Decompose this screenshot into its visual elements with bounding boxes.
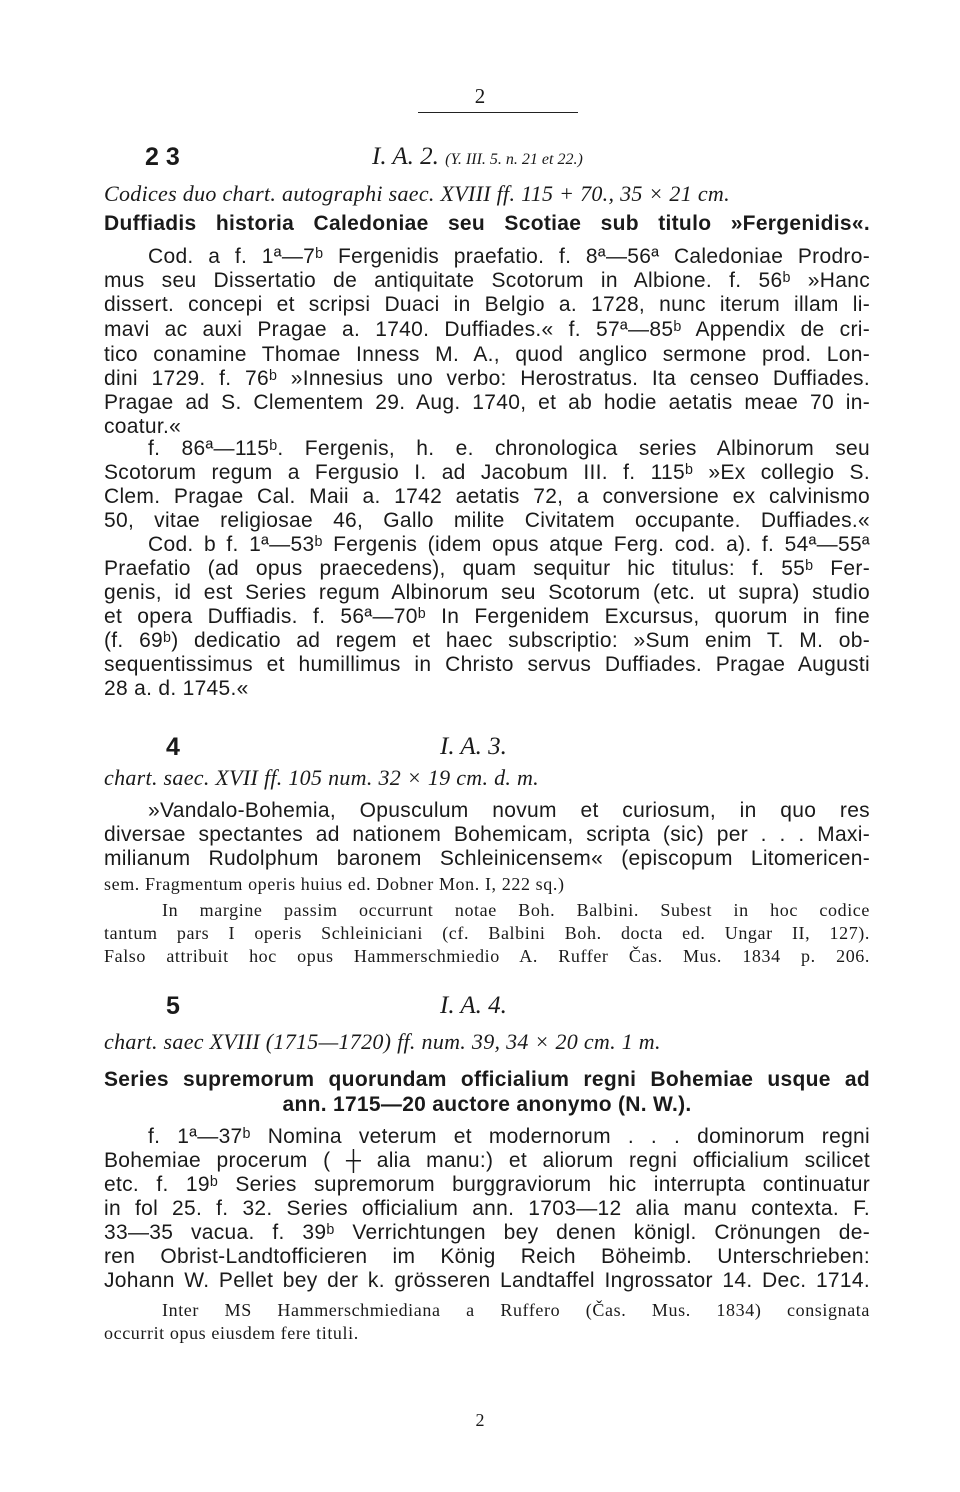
entry-number: 5: [166, 992, 180, 1020]
signature-note: (Y. III. 5. n. 21 et 22.): [445, 151, 583, 168]
entry-number: 4: [166, 733, 180, 761]
entry-line: etc. f. 19ᵇ Series supremorum burggraviorum hic interrupta continuatur: [104, 1173, 870, 1196]
entry-line: et opera Duffiadis. f. 56ª—70ᵇ In Fergenidem Excursus, quorum in fine: [104, 605, 870, 628]
entry-line: coatur.«: [104, 415, 182, 438]
entry-line: Pragae ad S. Clementem 29. Aug. 1740, et ab hodie aetatis meae 70 in-: [104, 391, 870, 414]
entry-line: diversae spectantes ad nationem Bohemicam, scripta (sic) per . . . Maxi-: [104, 823, 870, 846]
entry-line: dissert. concepi et scripsi Duaci in Belgio a. 1728, nunc iterum illam li-: [104, 293, 870, 316]
entry-line: Scotorum regum a Fergusio I. ad Jacobum III. f. 115ᵇ »Ex collegio S.: [104, 461, 870, 484]
entry-line: 33—35 vacua. f. 39ᵇ Verrichtungen bey denen königl. Crönungen de-: [104, 1221, 870, 1244]
entry-line: (f. 69ᵇ) dedicatio ad regem et haec subscriptio: »Sum enim T. M. ob-: [104, 629, 870, 652]
entry-line: occurrit opus eiusdem fere tituli.: [104, 1323, 359, 1343]
entry-line: Series supremorum quorundam officialium regni Bohemiae usque ad: [104, 1068, 870, 1091]
entry-line: Cod. a f. 1ª—7ᵇ Fergenidis praefatio. f. 8ª—56ª Caledoniae Prodro-: [148, 245, 870, 268]
entry-line: milianum Rudolphum baronem Schleinicensem« (episcopum Litomericen-: [104, 847, 870, 870]
header-rule: [418, 112, 578, 113]
entry-line: tico conamine Thomae Inness M. A., quod anglico sermone prod. Lon-: [104, 343, 870, 366]
entry-line: f. 1ª—37ᵇ Nomina veterum et modernorum . . . dominorum regni: [148, 1125, 870, 1148]
entry-line: ren Obrist-Landtofficieren im König Reich Böheimb. Unterschrieben:: [104, 1245, 870, 1268]
entry-line: Cod. b f. 1ª—53ᵇ Fergenis (idem opus atque Ferg. cod. a). f. 54ª—55ª: [148, 533, 870, 556]
entry-number: 2 3: [145, 143, 180, 171]
header-page-number: 2: [474, 84, 486, 108]
entry-signature: I. A. 4.: [440, 992, 507, 1019]
entry-line: mus seu Dissertatio de antiquitate Scotorum in Albione. f. 56ᵇ »Hanc: [104, 269, 870, 292]
entry-line: in fol 25. f. 32. Series officialium ann. 1703—12 alia manu contexta. F.: [104, 1197, 870, 1220]
entry-signature: I. A. 3.: [440, 733, 507, 760]
entry-line: dini 1729. f. 76ᵇ »Innesius uno verbo: Herostratus. Ita censeo Duffiades.: [104, 367, 870, 390]
entry-line: mavi ac auxi Pragae a. 1740. Duffiades.« f. 57ª—85ᵇ Appendix de cri-: [104, 318, 870, 341]
entry-line: f. 86ª—115ᵇ. Fergenis, h. e. chronologica series Albinorum seu: [148, 437, 870, 460]
entry-line: Inter MS Hammerschmiediana a Ruffero (Čas. Mus. 1834) consignata: [162, 1300, 870, 1320]
entry-line: tantum pars I operis Schleiniciani (cf. Balbini Boh. docta ed. Ungar II, 127).: [104, 923, 870, 943]
entry-line: genis, id est Series regum Albinorum seu Scotorum (etc. ut supra) studio: [104, 581, 870, 604]
entry-line: chart. saec. XVII ff. 105 num. 32 × 19 cm. d. m.: [104, 766, 539, 790]
entry-line: chart. saec XVIII (1715—1720) ff. num. 39, 34 × 20 cm. 1 m.: [104, 1030, 661, 1054]
entry-line: »Vandalo-Bohemia, Opusculum novum et curiosum, in quo res: [148, 799, 870, 822]
entry-line: Johann W. Pellet bey der k. grösseren Landtaffel Ingrossator 14. Dec. 1714.: [104, 1269, 870, 1292]
entry-line: Falso attribuit hoc opus Hammerschmiedio A. Ruffer Čas. Mus. 1834 p. 206.: [104, 946, 870, 966]
entry-line: Bohemiae procerum ( ┼ alia manu:) et aliorum regni officialium scilicet: [104, 1149, 870, 1172]
footer-page-number: 2: [475, 1410, 485, 1430]
entry-line: Praefatio (ad opus praecedens), quam sequitur hic titulus: f. 55ᵇ Fer-: [104, 557, 870, 580]
entry-line: 50, vitae religiosae 46, Gallo milite Civitatem occupante. Duffiades.«: [104, 509, 870, 532]
entry-line: ann. 1715—20 auctore anonymo (N. W.).: [282, 1093, 692, 1116]
entry-signature: I. A. 2. (Y. III. 5. n. 21 et 22.): [372, 143, 583, 170]
entry-line: In margine passim occurrunt notae Boh. Balbini. Subest in hoc codice: [162, 900, 870, 920]
entry-line: Codices duo chart. autographi saec. XVIII ff. 115 + 70., 35 × 21 cm.: [104, 182, 730, 206]
entry-line: 28 a. d. 1745.«: [104, 677, 249, 700]
entry-line: sem. Fragmentum operis huius ed. Dobner Mon. I, 222 sq.): [104, 874, 565, 894]
entry-line: sequentissimus et humillimus in Christo servus Duffiades. Pragae Augusti: [104, 653, 870, 676]
entry-line: Clem. Pragae Cal. Maii a. 1742 aetatis 72, a conversione ex calvinismo: [104, 485, 870, 508]
entry-line: Duffiadis historia Caledoniae seu Scotiae sub titulo »Fergenidis«.: [104, 212, 870, 235]
